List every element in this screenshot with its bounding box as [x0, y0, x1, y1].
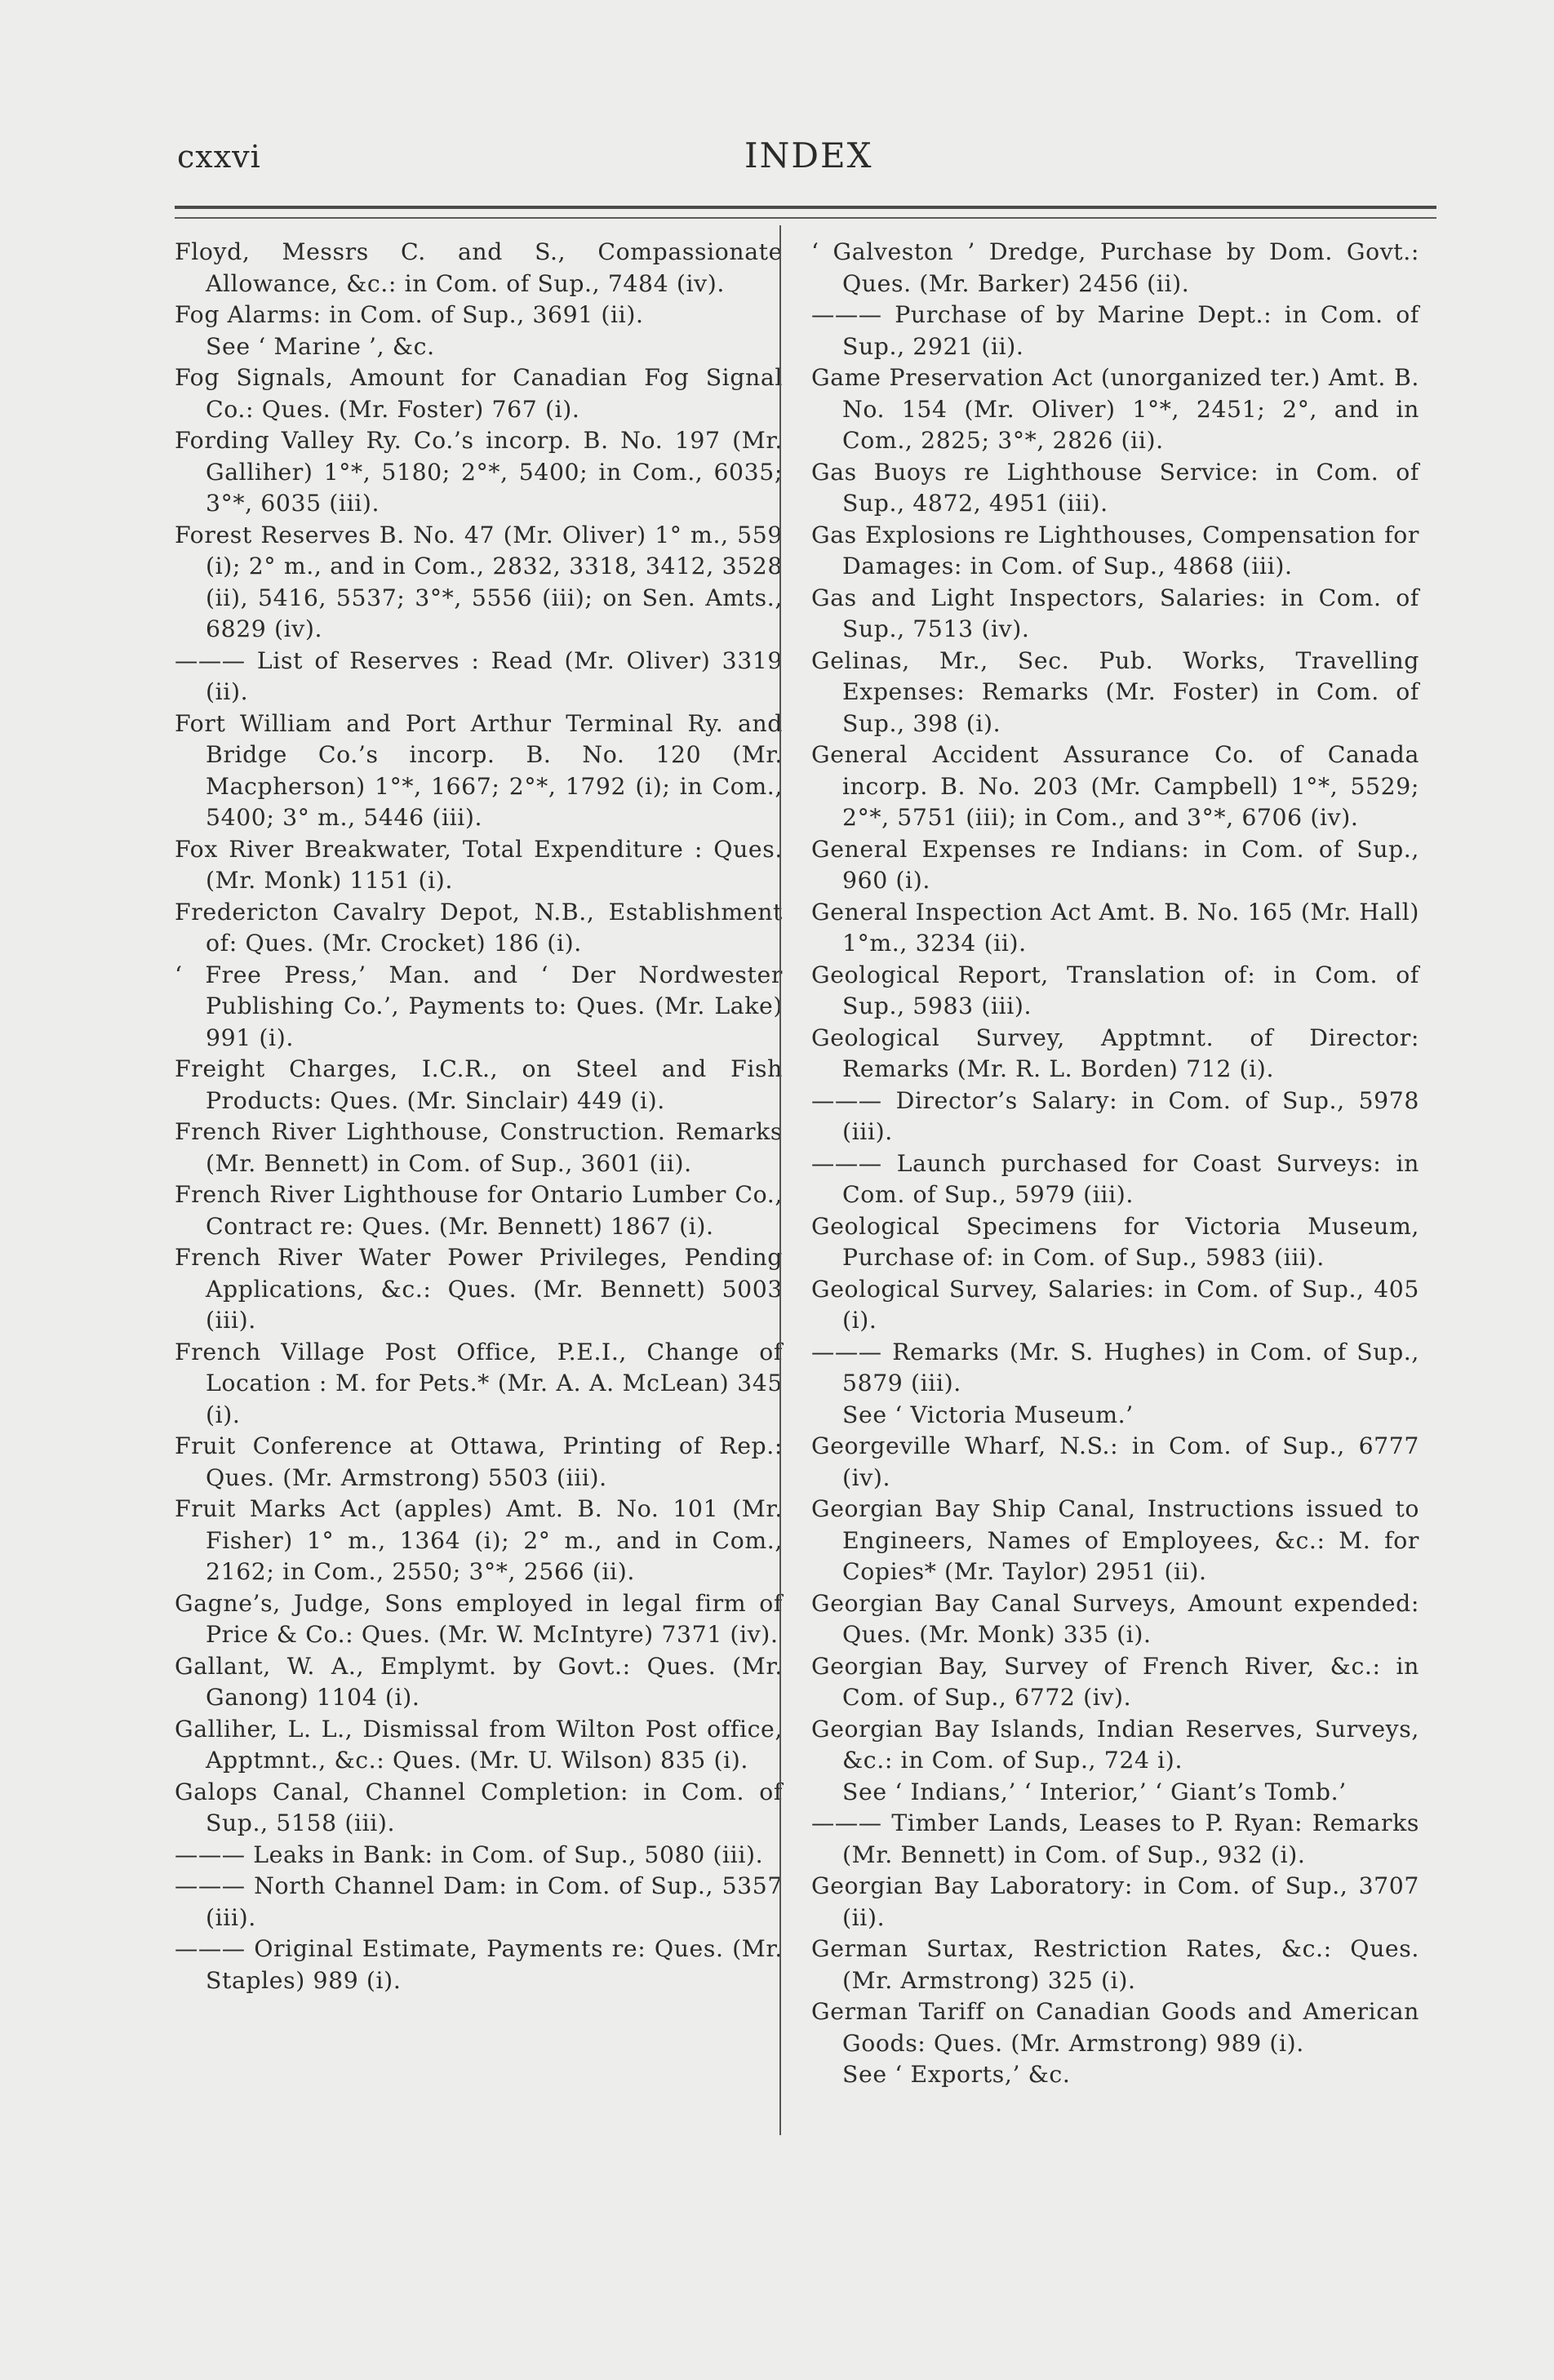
index-subentry: ——— Leaks in Bank: in Com. of Sup., 5080 (iii). — [175, 1841, 764, 1868]
index-entry: General Inspection Act Amt. B. No. 165 (Mr. Hall) 1°m., 3234 (ii). — [811, 898, 1419, 957]
index-entry: Galops Canal, Channel Completion: in Com. of Sup., 5158 (iii). — [175, 1778, 783, 1836]
page-number: cxxvi — [177, 139, 261, 175]
index-entry: Geological Specimens for Victoria Museum, Purchase of: in Com. of Sup., 5983 (iii). — [811, 1212, 1419, 1271]
index-subentry: ——— Remarks (Mr. S. Hughes) in Com. of Sup., 5879 (iii). — [811, 1338, 1419, 1396]
index-entry: Floyd, Messrs C. and S., Compassionate Allowance, &c.: in Com. of Sup., 7484 (iv). — [175, 238, 783, 297]
index-column-left — [175, 237, 783, 1996]
index-entry: Fox River Breakwater, Total Expenditure : Ques. (Mr. Monk) 1151 (i). — [175, 835, 783, 894]
cross-reference: See ‘ Indians,’ ‘ Interior,’ ‘ Giant’s Tomb.’ — [842, 1778, 1347, 1805]
index-entry: Galliher, L. L., Dismissal from Wilton Post office, Apptmnt., &c.: Ques. (Mr. U. Wilson) 835 (i). — [175, 1715, 783, 1774]
index-entry: Fruit Marks Act (apples) Amt. B. No. 101 (Mr. Fisher) 1° m., 1364 (i); 2° m., and in Com., 2162; in Com., 2550; 3°*, 2566 (ii). — [175, 1495, 783, 1585]
index-subentry: ——— Launch purchased for Coast Surveys: in Com. of Sup., 5979 (iii). — [811, 1149, 1419, 1208]
index-entry: Gas and Light Inspectors, Salaries: in Com. of Sup., 7513 (iv). — [811, 584, 1419, 642]
index-entry: Geological Survey, Salaries: in Com. of Sup., 405 (i). — [811, 1275, 1419, 1334]
index-entry: Fort William and Port Arthur Terminal Ry. and Bridge Co.’s incorp. B. No. 120 (Mr. Macpherson) 1°*, 1667; 2°*, 1792 (i); in Com., 5400; 3° m., 5446 (iii). — [175, 709, 783, 831]
index-entry: General Expenses re Indians: in Com. of Sup., 960 (i). — [811, 835, 1419, 894]
index-entry: Georgian Bay Canal Surveys, Amount expended: Ques. (Mr. Monk) 335 (i). — [811, 1589, 1419, 1648]
index-entry: Fruit Conference at Ottawa, Printing of Rep.: Ques. (Mr. Armstrong) 5503 (iii). — [175, 1432, 783, 1491]
index-entry: ‘ Free Press,’ Man. and ‘ Der Nordwester Publishing Co.’, Payments to: Ques. (Mr. Lake) 991 (i). — [175, 961, 783, 1051]
cross-reference: See ‘ Victoria Museum.’ — [842, 1401, 1134, 1428]
header-rule — [175, 206, 1436, 209]
cross-reference: See ‘ Exports,’ &c. — [842, 2061, 1071, 2088]
index-entry: German Tariff on Canadian Goods and American Goods: Ques. (Mr. Armstrong) 989 (i). — [811, 1998, 1419, 2057]
index-entry: Fog Alarms: in Com. of Sup., 3691 (ii). — [175, 301, 644, 328]
index-entry: Geological Survey, Apptmnt. of Director: Remarks (Mr. R. L. Borden) 712 (i). — [811, 1023, 1419, 1082]
index-entry: Gallant, W. A., Emplymt. by Govt.: Ques. (Mr. Ganong) 1104 (i). — [175, 1652, 783, 1711]
index-entry: French River Water Power Privileges, Pending Applications, &c.: Ques. (Mr. Bennett) 5003 (iii). — [175, 1244, 783, 1334]
running-title: INDEX — [744, 135, 873, 175]
index-entry: French River Lighthouse for Ontario Lumber Co., Contract re: Ques. (Mr. Bennett) 1867 (i). — [175, 1181, 783, 1240]
index-entry: General Accident Assurance Co. of Canada incorp. B. No. 203 (Mr. Campbell) 1°*, 5529; 2°*, 5751 (iii); in Com., and 3°*, 6706 (iv). — [811, 741, 1419, 831]
index-subentry: ——— List of Reserves : Read (Mr. Oliver) 3319 (ii). — [175, 646, 783, 705]
index-entry: Fog Signals, Amount for Canadian Fog Signal Co.: Ques. (Mr. Foster) 767 (i). — [175, 364, 783, 423]
cross-reference: See ‘ Marine ’, &c. — [206, 332, 435, 360]
index-entry: Georgeville Wharf, N.S.: in Com. of Sup., 6777 (iv). — [811, 1432, 1419, 1491]
index-entry: Freight Charges, I.C.R., on Steel and Fish Products: Ques. (Mr. Sinclair) 449 (i). — [175, 1055, 783, 1114]
index-subentry: ——— North Channel Dam: in Com. of Sup., 5357 (iii). — [175, 1872, 783, 1931]
index-entry: Game Preservation Act (unorganized ter.) Amt. B. No. 154 (Mr. Oliver) 1°*, 2451; 2°, and in Com., 2825; 3°*, 2826 (ii). — [811, 364, 1419, 454]
index-entry: Georgian Bay Islands, Indian Reserves, Surveys, &c.: in Com. of Sup., 724 i). — [811, 1715, 1419, 1774]
index-entry: Forest Reserves B. No. 47 (Mr. Oliver) 1° m., 559 (i); 2° m., and in Com., 2832, 3318, 3412, 3528 (ii), 5416, 5537; 3°*, 5556 (iii); on Sen. Amts., 6829 (iv). — [175, 521, 783, 642]
index-subentry: ——— Purchase of by Marine Dept.: in Com. of Sup., 2921 (ii). — [811, 301, 1419, 360]
index-entry: Geological Report, Translation of: in Com. of Sup., 5983 (iii). — [811, 961, 1419, 1019]
header-rule-thin — [175, 217, 1436, 219]
index-subentry: ——— Original Estimate, Payments re: Ques. (Mr. Staples) 989 (i). — [175, 1935, 783, 1994]
index-entry: Georgian Bay, Survey of French River, &c.: in Com. of Sup., 6772 (iv). — [811, 1652, 1419, 1711]
index-entry: ‘ Galveston ’ Dredge, Purchase by Dom. Govt.: Ques. (Mr. Barker) 2456 (ii). — [811, 238, 1419, 297]
index-subentry: ——— Timber Lands, Leases to P. Ryan: Remarks (Mr. Bennett) in Com. of Sup., 932 (i). — [811, 1809, 1419, 1868]
index-entry: Georgian Bay Laboratory: in Com. of Sup., 3707 (ii). — [811, 1872, 1419, 1931]
index-entry: Gas Explosions re Lighthouses, Compensation for Damages: in Com. of Sup., 4868 (iii). — [811, 521, 1419, 579]
index-entry: German Surtax, Restriction Rates, &c.: Ques. (Mr. Armstrong) 325 (i). — [811, 1935, 1419, 1994]
index-entry: French Village Post Office, P.E.I., Change of Location : M. for Pets.* (Mr. A. A. McLean) 345 (i). — [175, 1338, 783, 1428]
index-entry: Gas Buoys re Lighthouse Service: in Com. of Sup., 4872, 4951 (iii). — [811, 458, 1419, 517]
index-column-right — [811, 237, 1419, 2091]
column-divider — [779, 225, 781, 2135]
index-entry: Fredericton Cavalry Depot, N.B., Establishment of: Ques. (Mr. Crocket) 186 (i). — [175, 898, 783, 957]
index-entry: Fording Valley Ry. Co.’s incorp. B. No. 197 (Mr. Galliher) 1°*, 5180; 2°*, 5400; in Com., 6035; 3°*, 6035 (iii). — [175, 427, 783, 517]
index-entry: Gagne’s, Judge, Sons employed in legal firm of Price & Co.: Ques. (Mr. W. McIntyre) 7371 (iv). — [175, 1589, 783, 1648]
index-entry: Gelinas, Mr., Sec. Pub. Works, Travelling Expenses: Remarks (Mr. Foster) in Com. of Sup., 398 (i). — [811, 646, 1419, 737]
index-subentry: ——— Director’s Salary: in Com. of Sup., 5978 (iii). — [811, 1086, 1419, 1145]
index-entry: Georgian Bay Ship Canal, Instructions issued to Engineers, Names of Employees, &c.: M. for Copies* (Mr. Taylor) 2951 (ii). — [811, 1495, 1419, 1585]
index-entry: French River Lighthouse, Construction. Remarks (Mr. Bennett) in Com. of Sup., 3601 (ii). — [175, 1118, 783, 1177]
